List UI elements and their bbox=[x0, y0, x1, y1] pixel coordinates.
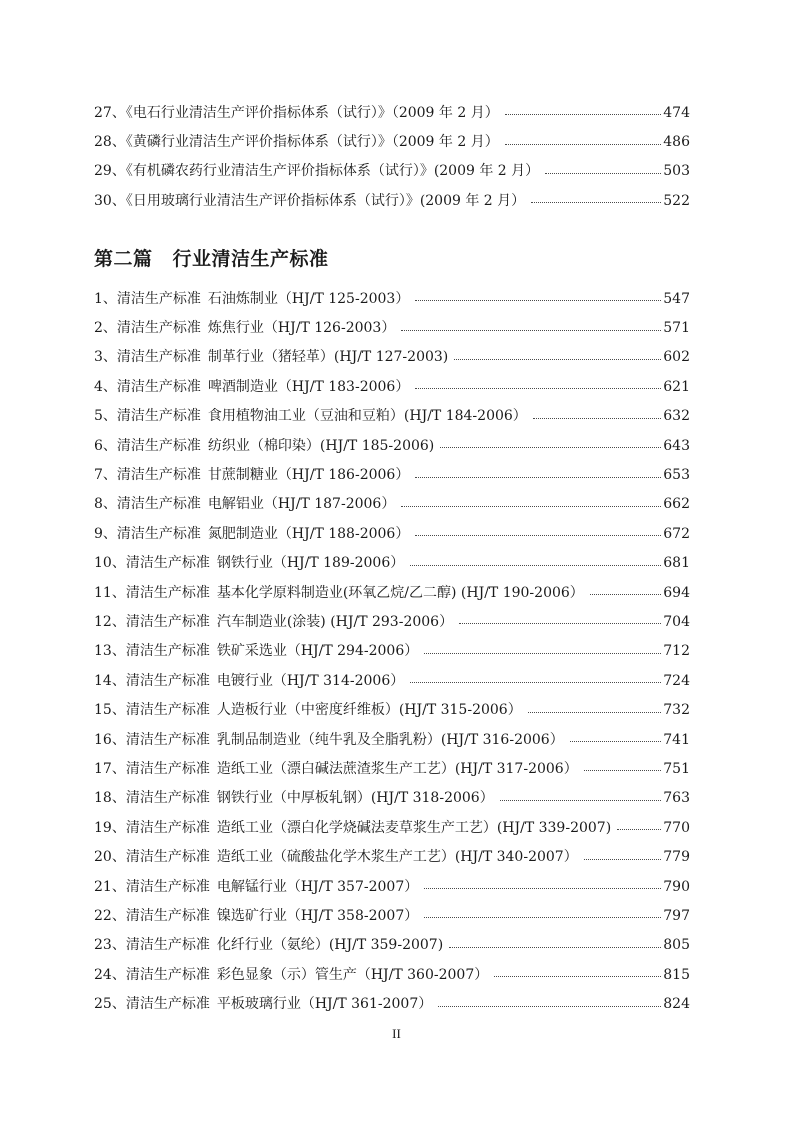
toc-entry-text bbox=[94, 406, 527, 426]
toc-entry[interactable] bbox=[94, 490, 690, 519]
entry-standard-label: 清洁生产标准 bbox=[125, 760, 210, 777]
entry-number: 8、 bbox=[94, 496, 117, 513]
entry-number: 15、 bbox=[94, 702, 126, 719]
dot-leader bbox=[505, 144, 662, 145]
dot-leader bbox=[415, 388, 661, 389]
entry-number: 20、 bbox=[94, 849, 126, 866]
toc-page-number: 805 bbox=[663, 937, 690, 954]
entry-title: 制革行业（猪轻革）(HJ/T 127-2003) bbox=[207, 349, 449, 366]
toc-entry[interactable] bbox=[94, 813, 690, 842]
toc-entry[interactable] bbox=[94, 842, 690, 871]
toc-page-number: 770 bbox=[663, 819, 690, 836]
toc-entry[interactable] bbox=[94, 127, 690, 156]
toc-entry[interactable] bbox=[94, 784, 690, 813]
entry-title: 彩色显象（示）管生产（HJ/T 360-2007） bbox=[216, 966, 489, 983]
dot-leader bbox=[500, 800, 662, 801]
toc-entry[interactable] bbox=[94, 98, 690, 127]
dot-leader bbox=[528, 712, 662, 713]
entry-title: 啤酒制造业（HJ/T 183-2006） bbox=[207, 378, 410, 395]
toc-entry-text bbox=[94, 759, 578, 779]
entry-number: 5、 bbox=[94, 408, 117, 425]
entry-standard-label: 清洁生产标准 bbox=[125, 937, 210, 954]
dot-leader bbox=[545, 173, 661, 174]
entry-number: 21、 bbox=[94, 878, 126, 895]
entry-standard-label: 清洁生产标准 bbox=[116, 525, 201, 542]
entry-number: 24、 bbox=[94, 966, 126, 983]
dot-leader bbox=[415, 535, 661, 536]
entry-standard-label: 清洁生产标准 bbox=[125, 731, 210, 748]
toc-entry-text bbox=[94, 612, 453, 632]
dot-leader bbox=[424, 917, 661, 918]
section-title-text: 行业清洁生产标准 bbox=[172, 248, 329, 270]
toc-page-number: 790 bbox=[663, 878, 690, 895]
toc-entry-text bbox=[94, 994, 432, 1014]
entry-title: 石油炼制业（HJ/T 125-2003） bbox=[207, 290, 410, 307]
toc-entry-text bbox=[94, 700, 522, 720]
toc-entry[interactable] bbox=[94, 931, 690, 960]
toc-entry-text bbox=[94, 641, 418, 661]
entry-standard-label: 清洁生产标准 bbox=[125, 643, 210, 660]
toc-entry-text bbox=[94, 436, 434, 456]
entry-title: 氮肥制造业（HJ/T 188-2006） bbox=[207, 525, 410, 542]
section-label: 第二篇 bbox=[94, 248, 153, 270]
entry-standard-label: 清洁生产标准 bbox=[116, 496, 201, 513]
toc-page-number: 741 bbox=[663, 731, 690, 748]
toc-entry-text bbox=[94, 465, 409, 485]
entry-standard-label: 清洁生产标准 bbox=[125, 672, 210, 689]
entry-standard-label: 清洁生产标准 bbox=[125, 702, 210, 719]
toc-page-number: 712 bbox=[663, 643, 690, 660]
toc-part1-list bbox=[94, 98, 690, 216]
toc-entry[interactable] bbox=[94, 872, 690, 901]
toc-entry-text bbox=[94, 289, 409, 309]
toc-entry-text bbox=[94, 818, 611, 838]
toc-entry[interactable] bbox=[94, 313, 690, 342]
dot-leader bbox=[590, 594, 661, 595]
toc-page-number: 486 bbox=[663, 134, 690, 151]
toc-entry[interactable] bbox=[94, 901, 690, 930]
entry-title: 炼焦行业（HJ/T 126-2003） bbox=[207, 320, 396, 337]
dot-leader bbox=[459, 623, 661, 624]
toc-page-number: 779 bbox=[663, 849, 690, 866]
entry-title: 电解铝业（HJ/T 187-2006） bbox=[207, 496, 396, 513]
toc-entry-text bbox=[94, 132, 499, 152]
toc-entry[interactable] bbox=[94, 157, 690, 186]
entry-number: 1、 bbox=[94, 290, 117, 307]
entry-number: 19、 bbox=[94, 819, 126, 836]
toc-entry-text bbox=[94, 583, 584, 603]
entry-standard-label: 清洁生产标准 bbox=[116, 437, 201, 454]
toc-entry[interactable] bbox=[94, 960, 690, 989]
dot-leader bbox=[505, 114, 662, 115]
dot-leader bbox=[410, 682, 661, 683]
toc-entry[interactable] bbox=[94, 372, 690, 401]
dot-leader bbox=[438, 1006, 661, 1007]
toc-entry-text bbox=[94, 906, 418, 926]
entry-title: 镍选矿行业（HJ/T 358-2007） bbox=[216, 907, 419, 924]
entry-number: 3、 bbox=[94, 349, 117, 366]
dot-leader bbox=[415, 477, 661, 478]
entry-title: 汽车制造业(涂装) (HJ/T 293-2006） bbox=[216, 613, 454, 630]
toc-entry-text bbox=[94, 935, 443, 955]
toc-page-number: 724 bbox=[663, 672, 690, 689]
section-heading bbox=[94, 244, 329, 271]
entry-number: 4、 bbox=[94, 378, 117, 395]
toc-entry-text bbox=[94, 318, 395, 338]
entry-standard-label: 清洁生产标准 bbox=[125, 819, 210, 836]
entry-number: 9、 bbox=[94, 525, 117, 542]
toc-page-number: 704 bbox=[663, 613, 690, 630]
entry-title: 人造板行业（中密度纤维板）(HJ/T 315-2006） bbox=[216, 702, 522, 719]
toc-page-number: 643 bbox=[663, 437, 690, 454]
dot-leader bbox=[440, 447, 661, 448]
dot-leader bbox=[454, 359, 661, 360]
entry-standard-label: 清洁生产标准 bbox=[125, 613, 210, 630]
page-number: II bbox=[392, 1026, 401, 1041]
entry-title: 食用植物油工业（豆油和豆粕）(HJ/T 184-2006） bbox=[207, 408, 527, 425]
entry-title: 铁矿采选业（HJ/T 294-2006） bbox=[216, 643, 419, 660]
entry-standard-label: 清洁生产标准 bbox=[116, 320, 201, 337]
entry-standard-label: 清洁生产标准 bbox=[116, 290, 201, 307]
toc-entry[interactable] bbox=[94, 402, 690, 431]
entry-title: 造纸工业（漂白碱法蔗渣浆生产工艺）(HJ/T 317-2006） bbox=[216, 760, 578, 777]
dot-leader bbox=[449, 947, 661, 948]
toc-entry[interactable] bbox=[94, 695, 690, 724]
dot-leader bbox=[531, 202, 661, 203]
toc-entry[interactable] bbox=[94, 549, 690, 578]
toc-page-number: 547 bbox=[663, 290, 690, 307]
entry-title: 钢铁行业（中厚板轧钢）(HJ/T 318-2006） bbox=[216, 790, 494, 807]
toc-entry[interactable] bbox=[94, 519, 690, 548]
toc-page-number: 797 bbox=[663, 907, 690, 924]
toc-entry-text bbox=[94, 877, 418, 897]
toc-page-number: 824 bbox=[663, 996, 690, 1013]
entry-number: 7、 bbox=[94, 467, 117, 484]
toc-entry-text bbox=[94, 191, 525, 211]
toc-entry-text bbox=[94, 965, 488, 985]
entry-number: 6、 bbox=[94, 437, 117, 454]
toc-page-number: 815 bbox=[663, 966, 690, 983]
entry-title: 钢铁行业（HJ/T 189-2006） bbox=[216, 555, 405, 572]
toc-page-number: 653 bbox=[663, 467, 690, 484]
dot-leader bbox=[424, 653, 661, 654]
entry-title: 乳制品制造业（纯牛乳及全脂乳粉）(HJ/T 316-2006） bbox=[216, 731, 564, 748]
entry-standard-label: 清洁生产标准 bbox=[125, 996, 210, 1013]
entry-title: 28、《黄磷行业清洁生产评价指标体系（试行）》（2009 年 2 月） bbox=[94, 134, 499, 151]
toc-entry[interactable] bbox=[94, 607, 690, 636]
entry-standard-label: 清洁生产标准 bbox=[116, 349, 201, 366]
toc-entry[interactable] bbox=[94, 343, 690, 372]
toc-entry-text bbox=[94, 553, 404, 573]
entry-number: 25、 bbox=[94, 996, 126, 1013]
entry-title: 电镀行业（HJ/T 314-2006） bbox=[216, 672, 405, 689]
toc-page-number: 763 bbox=[663, 790, 690, 807]
toc-entry-text bbox=[94, 347, 448, 367]
toc-entry-text bbox=[94, 524, 409, 544]
dot-leader bbox=[584, 859, 662, 860]
entry-number: 13、 bbox=[94, 643, 126, 660]
dot-leader bbox=[570, 741, 662, 742]
toc-entry[interactable] bbox=[94, 284, 690, 313]
toc-page-number: 602 bbox=[663, 349, 690, 366]
dot-leader bbox=[584, 770, 662, 771]
entry-standard-label: 清洁生产标准 bbox=[116, 378, 201, 395]
dot-leader bbox=[617, 829, 661, 830]
toc-entry[interactable] bbox=[94, 431, 690, 460]
entry-standard-label: 清洁生产标准 bbox=[125, 790, 210, 807]
entry-standard-label: 清洁生产标准 bbox=[116, 408, 201, 425]
toc-entry-text bbox=[94, 730, 564, 750]
toc-page-number: 522 bbox=[663, 192, 690, 209]
entry-standard-label: 清洁生产标准 bbox=[125, 966, 210, 983]
entry-standard-label: 清洁生产标准 bbox=[125, 849, 210, 866]
toc-entry[interactable] bbox=[94, 460, 690, 489]
toc-entry-text bbox=[94, 377, 409, 397]
entry-number: 12、 bbox=[94, 613, 126, 630]
entry-title: 基本化学原料制造业(环氧乙烷/乙二醇) (HJ/T 190-2006） bbox=[216, 584, 584, 601]
dot-leader bbox=[410, 565, 661, 566]
entry-title: 造纸工业（漂白化学烧碱法麦草浆生产工艺）(HJ/T 339-2007) bbox=[216, 819, 612, 836]
toc-page-number: 662 bbox=[663, 496, 690, 513]
toc-page-number: 681 bbox=[663, 555, 690, 572]
toc-entry[interactable] bbox=[94, 666, 690, 695]
entry-title: 27、《电石行业清洁生产评价指标体系（试行）》（2009 年 2 月） bbox=[94, 104, 499, 121]
entry-title: 甘蔗制糖业（HJ/T 186-2006） bbox=[207, 467, 410, 484]
dot-leader bbox=[424, 888, 661, 889]
toc-entry-text bbox=[94, 788, 494, 808]
toc-part2-list bbox=[94, 284, 690, 1019]
toc-entry-text bbox=[94, 103, 499, 123]
entry-title: 纺织业（棉印染）(HJ/T 185-2006) bbox=[207, 437, 435, 454]
toc-entry[interactable] bbox=[94, 989, 690, 1018]
entry-standard-label: 清洁生产标准 bbox=[125, 907, 210, 924]
toc-entry-text bbox=[94, 161, 539, 181]
toc-entry-text bbox=[94, 847, 578, 867]
dot-leader bbox=[401, 506, 661, 507]
entry-title: 化纤行业（氨纶）(HJ/T 359-2007) bbox=[216, 937, 444, 954]
dot-leader bbox=[533, 418, 661, 419]
toc-entry[interactable] bbox=[94, 578, 690, 607]
toc-entry-text bbox=[94, 494, 395, 514]
toc-entry[interactable] bbox=[94, 186, 690, 215]
toc-page-number: 632 bbox=[663, 408, 690, 425]
entry-standard-label: 清洁生产标准 bbox=[125, 584, 210, 601]
toc-page-number: 694 bbox=[663, 584, 690, 601]
entry-title: 电解锰行业（HJ/T 357-2007） bbox=[216, 878, 419, 895]
toc-entry-text bbox=[94, 671, 404, 691]
toc-page-number: 621 bbox=[663, 378, 690, 395]
entry-number: 17、 bbox=[94, 760, 126, 777]
toc-page-number: 751 bbox=[663, 760, 690, 777]
toc-page-number: 732 bbox=[663, 702, 690, 719]
toc-entry[interactable] bbox=[94, 725, 690, 754]
entry-title: 30、《日用玻璃行业清洁生产评价指标体系（试行）》(2009 年 2 月） bbox=[94, 192, 526, 209]
entry-title: 平板玻璃行业（HJ/T 361-2007） bbox=[216, 996, 433, 1013]
dot-leader bbox=[494, 976, 661, 977]
entry-title: 29、《有机磷农药行业清洁生产评价指标体系（试行）》(2009 年 2 月） bbox=[94, 163, 540, 180]
entry-number: 22、 bbox=[94, 907, 126, 924]
entry-number: 14、 bbox=[94, 672, 126, 689]
toc-page-number: 571 bbox=[663, 320, 690, 337]
toc-page-number: 672 bbox=[663, 525, 690, 542]
toc-page-number: 474 bbox=[663, 104, 690, 121]
toc-entry[interactable] bbox=[94, 637, 690, 666]
entry-number: 23、 bbox=[94, 937, 126, 954]
entry-number: 2、 bbox=[94, 320, 117, 337]
entry-title: 造纸工业（硫酸盐化学木浆生产工艺）(HJ/T 340-2007） bbox=[216, 849, 578, 866]
entry-standard-label: 清洁生产标准 bbox=[116, 467, 201, 484]
entry-number: 11、 bbox=[94, 584, 126, 601]
entry-number: 10、 bbox=[94, 555, 126, 572]
entry-number: 18、 bbox=[94, 790, 126, 807]
toc-page-number: 503 bbox=[663, 163, 690, 180]
entry-standard-label: 清洁生产标准 bbox=[125, 555, 210, 572]
dot-leader bbox=[401, 330, 661, 331]
dot-leader bbox=[415, 300, 661, 301]
entry-standard-label: 清洁生产标准 bbox=[125, 878, 210, 895]
toc-entry[interactable] bbox=[94, 754, 690, 783]
entry-number: 16、 bbox=[94, 731, 126, 748]
